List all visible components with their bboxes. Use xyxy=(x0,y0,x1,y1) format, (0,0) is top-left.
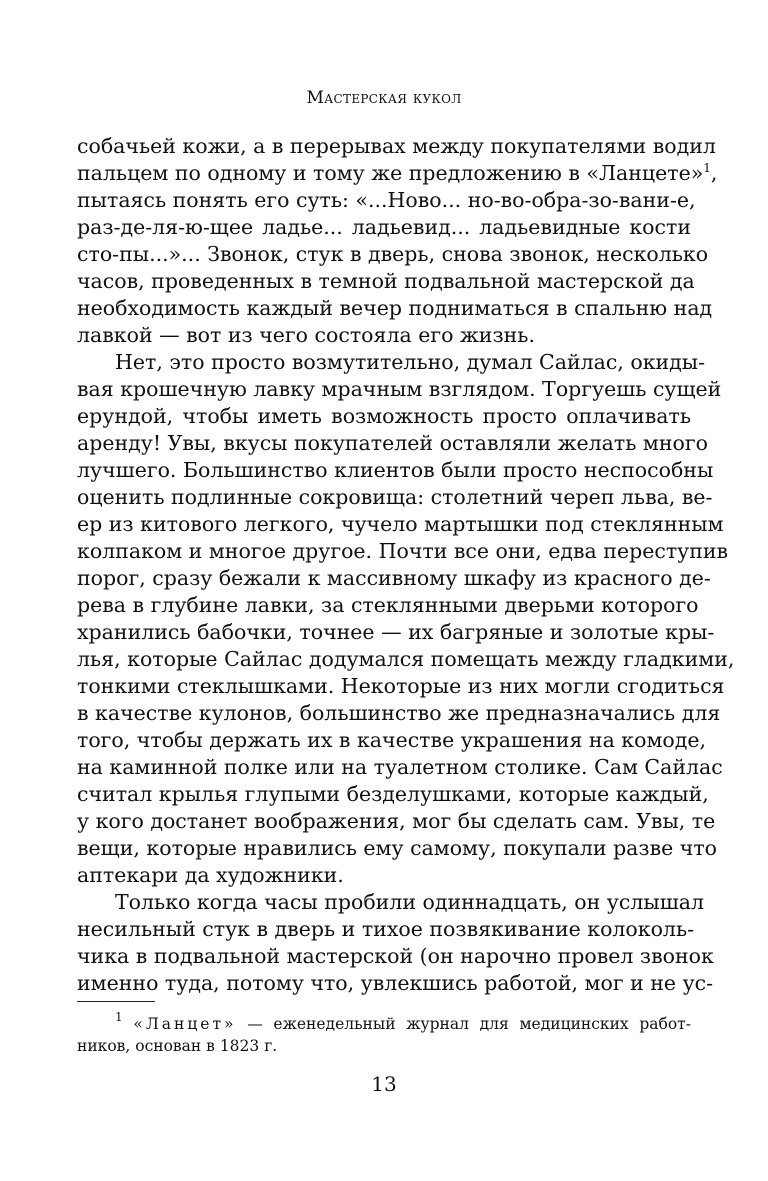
footnote-line: ников, основан в 1823 г. xyxy=(77,1037,278,1055)
text-line: вещи, которые нравились ему самому, покупали разве что xyxy=(77,836,718,860)
text-line: аптекари да художники. xyxy=(77,863,344,887)
text-line: оценить подлинные сокровища: столетний череп льва, ве- xyxy=(77,485,713,509)
text-line: рева в глубине лавки, за стеклянными дверьми которого xyxy=(77,593,699,617)
paragraph-1 xyxy=(77,133,718,349)
text-line: именно туда, потому что, увлекшись работой, мог и не ус- xyxy=(77,971,714,995)
running-head: Мастерская кукол xyxy=(306,88,462,108)
text-line: хранились бабочки, точнее — их багряные и золотые кры- xyxy=(77,620,715,644)
paragraph-2 xyxy=(77,349,735,889)
text-line: необходимость каждый вечер подниматься в спальню над xyxy=(77,296,713,320)
text-line: часов, проведенных в темной подвальной мастерской да xyxy=(77,269,695,293)
text-line: Нет, это просто возмутительно, думал Сайлас, окиды- xyxy=(115,350,706,374)
text-line: чика в подвальной мастерской (он нарочно провел звонок xyxy=(77,944,714,968)
text-line: колпаком и многое другое. Почти все они, едва переступив xyxy=(77,539,729,563)
footnote xyxy=(77,1010,691,1057)
footnote-line xyxy=(77,1010,691,1035)
footnote-ref: 1 xyxy=(703,161,711,175)
text-line: ер из китового легкого, чучело мартышки под стеклянным xyxy=(77,512,724,536)
text-line-content: пальцем по одному и тому же предложению в «Ланцете» xyxy=(77,161,704,185)
text-line: собачьей кожи, а в перерывах между покупателями водил xyxy=(77,134,716,158)
footnote-divider xyxy=(77,1001,155,1002)
text-line: Только когда часы пробили одиннадцать, он услышал xyxy=(115,890,704,914)
text-line: у кого достанет воображения, мог бы сделать сам. Увы, те xyxy=(77,809,716,833)
text-line: порог, сразу бежали к массивному шкафу из красного де- xyxy=(77,566,711,590)
text-line: на каминной полке или на туалетном столике. Сам Сайлас xyxy=(77,755,723,779)
text-line: сто-пы...»... Звонок, стук в дверь, снова звонок, несколько xyxy=(77,242,709,266)
text-line: лучшего. Большинство клиентов были просто неспособны xyxy=(77,458,714,482)
text-line: пальцем по одному и тому же предложению в «Ланцете»$^1$, xyxy=(77,161,718,185)
text-line: ерундой, чтобы иметь возможность просто оплачивать xyxy=(77,404,691,428)
text-line: несильный стук в дверь и тихое позвякивание колоколь- xyxy=(77,917,695,941)
text-line: пытаясь понять его суть: «...Ново... но-во-обра-зо-вани-е, xyxy=(77,188,696,212)
text-line: в качестве кулонов, большинство же предназначались для xyxy=(77,701,721,725)
footnote-term: «Ланцет» xyxy=(133,1015,237,1033)
body-text xyxy=(77,133,735,997)
text-line: считал крылья глупыми безделушками, которые каждый, xyxy=(77,782,709,806)
footnote-text: — еженедельный журнал для медицинских работ- xyxy=(236,1015,691,1033)
text-line: лавкой — вот из чего состояла его жизнь. xyxy=(77,323,535,347)
text-line: лья, которые Сайлас додумался помещать между гладкими, xyxy=(77,647,735,671)
paragraph-3 xyxy=(77,889,714,997)
page-number: 13 xyxy=(371,1072,397,1096)
text-line: того, чтобы держать их в качестве украшения на комоде, xyxy=(77,728,707,752)
text-line: вая крошечную лавку мрачным взглядом. Торгуешь сущей xyxy=(77,377,722,401)
text-line: раз-де-ля-ю-щее ладье... ладьевид... ладьевидные кости xyxy=(77,215,691,239)
footnote-marker: 1 xyxy=(115,1010,123,1024)
text-line: тонкими стеклышками. Некоторые из них могли сгодиться xyxy=(77,674,725,698)
text-line: аренду! Увы, вкусы покупателей оставляли желать много xyxy=(77,431,708,455)
